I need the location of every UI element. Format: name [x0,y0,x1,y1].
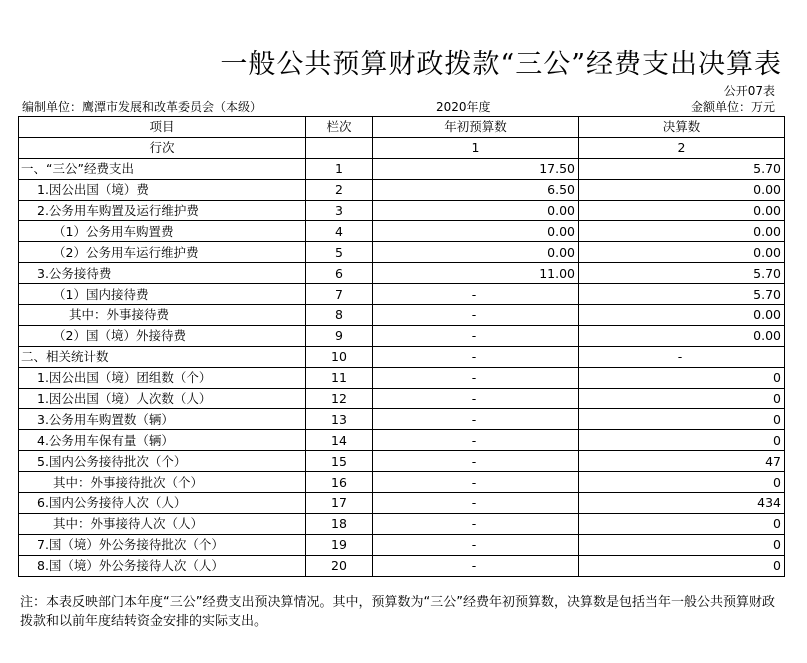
row-col-number: 14 [306,430,373,451]
row-col-number: 12 [306,388,373,409]
row-col-number: 13 [306,409,373,430]
row-budget-value: 0.00 [373,221,579,242]
row-budget-value: 6.50 [373,179,579,200]
row-actual-value: 0.00 [579,242,785,263]
row-item-name: （2）公务用车运行维护费 [19,242,306,263]
row-col-number: 4 [306,221,373,242]
row-col-number: 16 [306,472,373,493]
row-col-number: 20 [306,555,373,576]
row-item-name: 7.国（境）外公务接待批次（个） [19,534,306,555]
row-budget-value: - [373,325,579,346]
row-col-number: 5 [306,242,373,263]
row-actual-value: 0 [579,367,785,388]
table-row [19,346,785,367]
row-item-name: 6.国内公务接待人次（人） [19,493,306,514]
row-col-number: 10 [306,346,373,367]
row-budget-value: - [373,367,579,388]
row-col-number: 18 [306,513,373,534]
row-budget-value: - [373,305,579,326]
fiscal-year: 2020年度 [436,100,491,114]
table-row [19,221,785,242]
row-budget-value: 17.50 [373,158,579,179]
row-budget-value: - [373,430,579,451]
table-row [19,158,785,179]
table-row [19,284,785,305]
table-row [19,388,785,409]
row-item-name: 4.公务用车保有量（辆） [19,430,306,451]
table-row [19,409,785,430]
money-unit: 金额单位：万元 [690,100,775,114]
row-col-number: 11 [306,367,373,388]
row-actual-value: 0 [579,513,785,534]
row-budget-value: - [373,388,579,409]
index-budget: 1 [373,137,579,158]
row-actual-value: 0.00 [579,305,785,326]
row-budget-value: - [373,555,579,576]
table-row [19,305,785,326]
expenditure-table [18,116,785,577]
row-col-number: 19 [306,534,373,555]
row-actual-value: 0.00 [579,325,785,346]
page-title: 一般公共预算财政拨款“三公”经费支出决算表 [220,49,782,80]
row-actual-value: 0 [579,430,785,451]
row-actual-value: 0.00 [579,179,785,200]
row-budget-value: - [373,534,579,555]
row-actual-value: 434 [579,493,785,514]
index-label: 行次 [19,137,306,158]
table-row [19,513,785,534]
row-actual-value: 5.70 [579,284,785,305]
table-row [19,430,785,451]
row-actual-value: 0.00 [579,200,785,221]
row-actual-value: 0 [579,472,785,493]
row-actual-value: - [579,346,785,367]
row-item-name: （2）国（境）外接待费 [19,325,306,346]
row-item-name: 5.国内公务接待批次（个） [19,451,306,472]
row-col-number: 9 [306,325,373,346]
row-item-name: 1.因公出国（境）费 [19,179,306,200]
form-number: 公开07表 [723,84,775,98]
row-item-name: 3.公务用车购置数（辆） [19,409,306,430]
row-item-name: 二、相关统计数 [19,346,306,367]
row-item-name: 3.公务接待费 [19,263,306,284]
row-item-name: 1.因公出国（境）人次数（人） [19,388,306,409]
table-row [19,263,785,284]
table-row [19,451,785,472]
table-row [19,200,785,221]
table-row [19,242,785,263]
row-actual-value: 5.70 [579,158,785,179]
row-actual-value: 0 [579,555,785,576]
row-actual-value: 47 [579,451,785,472]
table-row [19,325,785,346]
row-budget-value: 11.00 [373,263,579,284]
row-budget-value: 0.00 [373,242,579,263]
row-budget-value: - [373,451,579,472]
table-row [19,179,785,200]
header-budget: 年初预算数 [373,117,579,138]
row-item-name: 一、“三公”经费支出 [19,158,306,179]
row-item-name: 其中：外事接待批次（个） [19,472,306,493]
row-col-number: 17 [306,493,373,514]
row-item-name: 2.公务用车购置及运行维护费 [19,200,306,221]
row-budget-value: - [373,513,579,534]
row-actual-value: 5.70 [579,263,785,284]
row-col-number: 8 [306,305,373,326]
row-item-name: 其中：外事接待费 [19,305,306,326]
index-actual: 2 [579,137,785,158]
row-col-number: 6 [306,263,373,284]
row-col-number: 2 [306,179,373,200]
table-index-row [19,137,785,158]
index-col-blank [306,137,373,158]
row-budget-value: - [373,409,579,430]
row-col-number: 15 [306,451,373,472]
footnote: 注：本表反映部门本年度“三公”经费支出预决算情况。其中，预算数为“三公”经费年初预算数，决算数是包括当年一般公共预算财政拨款和以前年度结转资金安排的实际支出。 [20,595,775,629]
row-budget-value: - [373,346,579,367]
row-budget-value: - [373,472,579,493]
header-actual: 决算数 [579,117,785,138]
row-item-name: （1）国内接待费 [19,284,306,305]
table-row [19,534,785,555]
row-actual-value: 0 [579,409,785,430]
row-item-name: 1.因公出国（境）团组数（个） [19,367,306,388]
table-row [19,555,785,576]
row-actual-value: 0.00 [579,221,785,242]
compiling-unit: 编制单位：鹰潭市发展和改革委员会（本级） [22,100,263,114]
table-header-row [19,117,785,138]
row-col-number: 7 [306,284,373,305]
row-actual-value: 0 [579,388,785,409]
table-row [19,472,785,493]
row-col-number: 3 [306,200,373,221]
row-budget-value: - [373,284,579,305]
row-budget-value: - [373,493,579,514]
row-item-name: （1）公务用车购置费 [19,221,306,242]
table-row [19,493,785,514]
row-budget-value: 0.00 [373,200,579,221]
row-col-number: 1 [306,158,373,179]
row-item-name: 其中：外事接待人次（人） [19,513,306,534]
row-actual-value: 0 [579,534,785,555]
row-item-name: 8.国（境）外公务接待人次（人） [19,555,306,576]
header-item: 项目 [19,117,306,138]
table-row [19,367,785,388]
header-col: 栏次 [306,117,373,138]
